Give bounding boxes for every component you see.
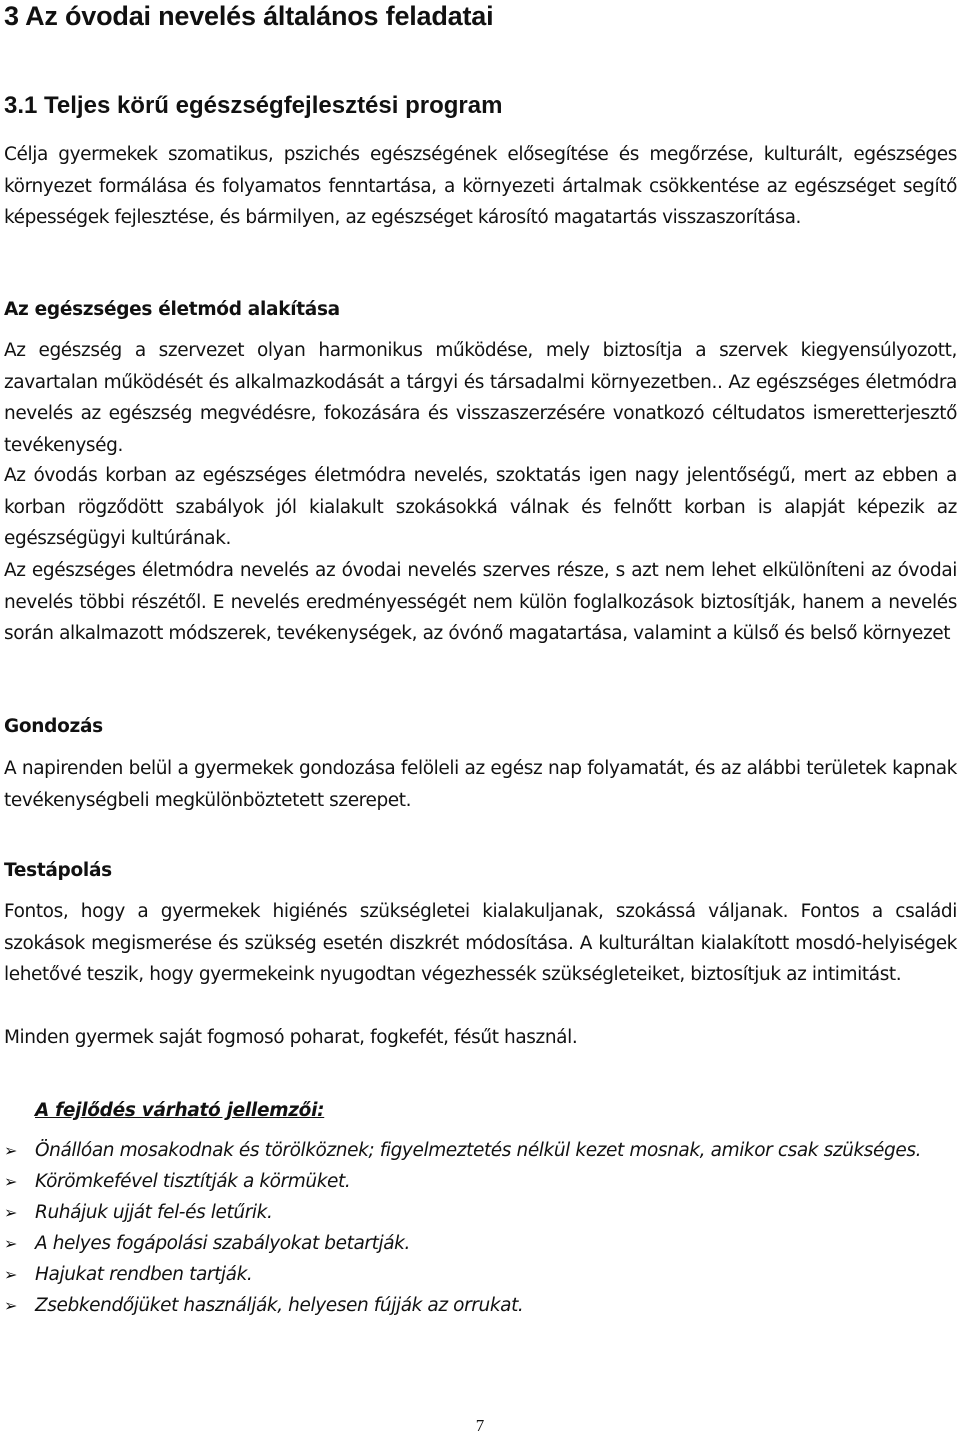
hygiene-paragraph-1: Fontos, hogy a gyermekek higiénés szükségletei kialakuljanak, szokássá váljanak. Fontos a családi szokások megismerése és szükség esetén diszkrét módosítása. A kulturáltan kialakított mosdó-helyiségek lehetővé teszik, hogy gyermekeink nyugodtan végezhessék szükségleteiket, biztosítjuk az intimitást. — [4, 901, 957, 985]
arrow-bullet-icon: ➢ — [4, 1296, 18, 1315]
care-heading: Gondozás — [4, 716, 103, 737]
list-item — [4, 1197, 957, 1228]
arrow-bullet-icon: ➢ — [4, 1141, 18, 1160]
section-title: 3.1 Teljes körű egészségfejlesztési program — [4, 92, 503, 119]
healthy-lifestyle-heading: Az egészséges életmód alakítása — [4, 299, 340, 320]
hygiene-paragraph-2: Minden gyermek saját fogmosó poharat, fogkefét, fésűt használ. — [4, 1027, 578, 1048]
list-item-text: Ruhájuk ujját fel-és letűrik. — [35, 1202, 273, 1223]
healthy-lifestyle-paragraph-3: Az egészséges életmódra nevelés az óvodai nevelés szerves része, s azt nem lehet elkülöníteni az óvodai nevelés többi részétől. E nevelés eredményességét nem külön foglalkozások biztosítják, hanem a nevelés során alkalmazott módszerek, tevékenységek, az óvónő magatartása, valamint a külső és belső környezet — [4, 560, 957, 644]
list-item — [4, 1228, 957, 1259]
list-item-text: Hajukat rendben tartják. — [35, 1264, 253, 1285]
development-heading: A fejlődés várható jellemzői: — [35, 1100, 325, 1121]
list-item — [4, 1135, 957, 1166]
chapter-title: 3 Az óvodai nevelés általános feladatai — [4, 1, 494, 31]
list-item-text: Zsebkendőjüket használják, helyesen fújják az orrukat. — [35, 1295, 524, 1316]
list-item — [4, 1290, 957, 1321]
arrow-bullet-icon: ➢ — [4, 1172, 18, 1191]
development-list — [4, 1135, 957, 1321]
arrow-bullet-icon: ➢ — [4, 1203, 18, 1222]
intro-paragraph: Célja gyermekek szomatikus, pszichés egészségének elősegítése és megőrzése, kulturált, egészséges környezet formálása és folyamatos fenntartása, a környezeti ártalmak csökkentése az egészséget segítő képességek fejlesztése, és bármilyen, az egészséget károsító magatartás visszaszorítása. — [4, 144, 957, 228]
arrow-bullet-icon: ➢ — [4, 1234, 18, 1253]
page-number: 7 — [475, 1416, 485, 1435]
list-item-text: A helyes fogápolási szabályokat betartják. — [35, 1233, 410, 1254]
healthy-lifestyle-paragraph-1: Az egészség a szervezet olyan harmonikus működése, mely biztosítja a szervek kiegyensúlyozott, zavartalan működését és alkalmazkodását a tárgyi és társadalmi környezetben.. Az egészséges életmódra nevelés az egészség megvédésre, fokozására és visszaszerzésére vonatkozó céltudatos ismeretterjesztő tevékenység. — [4, 340, 957, 456]
list-item-text: Körömkefével tisztítják a körmüket. — [35, 1171, 351, 1192]
list-item-text: Önállóan mosakodnak és törölköznek; figyelmeztetés nélkül kezet mosnak, amikor csak szükséges. — [35, 1140, 922, 1161]
care-paragraph: A napirenden belül a gyermekek gondozása felöleli az egész nap folyamatát, és az alábbi területek kapnak tevékenységbeli megkülönböztetett szerepet. — [4, 758, 957, 811]
list-item — [4, 1166, 957, 1197]
list-item — [4, 1259, 957, 1290]
hygiene-heading: Testápolás — [4, 860, 112, 881]
healthy-lifestyle-paragraph-2: Az óvodás korban az egészséges életmódra nevelés, szoktatás igen nagy jelentőségű, mert az ebben a korban rögződött szabályok jól kialakult szokásokká válnak és felnőtt korban is alapját képezik az egészségügyi kultúrának. — [4, 465, 957, 549]
arrow-bullet-icon: ➢ — [4, 1265, 18, 1284]
